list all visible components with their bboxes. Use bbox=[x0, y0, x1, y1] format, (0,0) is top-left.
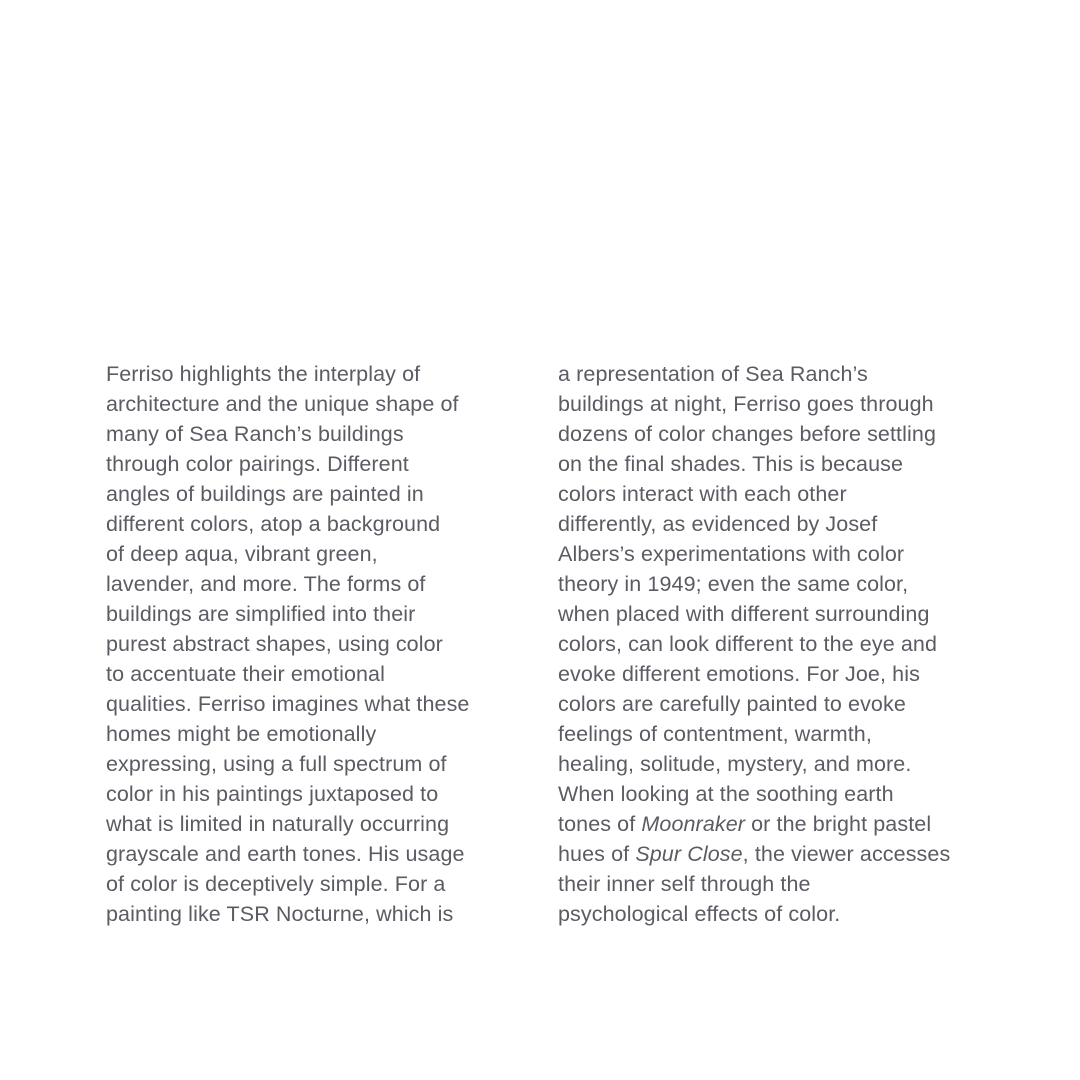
text-line: lavender, and more. The forms of bbox=[106, 572, 426, 596]
text-line-spur-close bbox=[558, 839, 998, 869]
text-fragment: hues of bbox=[558, 842, 636, 866]
text-line: different colors, atop a background bbox=[106, 512, 441, 536]
article-right-column bbox=[558, 359, 998, 929]
text-line: a representation of Sea Ranch’s bbox=[558, 362, 868, 386]
text-line: colors interact with each other bbox=[558, 482, 847, 506]
text-line: their inner self through the bbox=[558, 872, 811, 896]
text-line: colors, can look different to the eye and bbox=[558, 632, 937, 656]
text-line: Ferriso highlights the interplay of bbox=[106, 362, 421, 386]
text-line: buildings at night, Ferriso goes through bbox=[558, 392, 934, 416]
text-line: evoke different emotions. For Joe, his bbox=[558, 662, 920, 686]
text-line: on the final shades. This is because bbox=[558, 452, 904, 476]
text-line: of deep aqua, vibrant green, bbox=[106, 542, 378, 566]
text-line: expressing, using a full spectrum of bbox=[106, 752, 447, 776]
text-line: Albers’s experimentations with color bbox=[558, 542, 905, 566]
text-line: of color is deceptively simple. For a bbox=[106, 872, 446, 896]
text-line: healing, solitude, mystery, and more. bbox=[558, 752, 912, 776]
text-line: differently, as evidenced by Josef bbox=[558, 512, 878, 536]
artwork-title-moonraker: Moonraker bbox=[641, 812, 746, 836]
text-line: to accentuate their emotional bbox=[106, 662, 385, 686]
text-line: architecture and the unique shape of bbox=[106, 392, 459, 416]
text-line: when placed with different surrounding bbox=[558, 602, 930, 626]
article-left-column bbox=[106, 359, 526, 929]
text-line: When looking at the soothing earth bbox=[558, 782, 894, 806]
text-line-moonraker bbox=[558, 809, 998, 839]
text-line: qualities. Ferriso imagines what these bbox=[106, 692, 470, 716]
text-line: psychological effects of color. bbox=[558, 902, 841, 926]
text-line: purest abstract shapes, using color bbox=[106, 632, 443, 656]
text-line: painting like TSR Nocturne, which is bbox=[106, 902, 454, 926]
text-line: color in his paintings juxtaposed to bbox=[106, 782, 439, 806]
text-line: feelings of contentment, warmth, bbox=[558, 722, 872, 746]
text-fragment: or the bright pastel bbox=[745, 812, 932, 836]
text-line: theory in 1949; even the same color, bbox=[558, 572, 909, 596]
text-line: colors are carefully painted to evoke bbox=[558, 692, 906, 716]
text-line: many of Sea Ranch’s buildings bbox=[106, 422, 404, 446]
text-line: dozens of color changes before settling bbox=[558, 422, 936, 446]
text-line: what is limited in naturally occurring bbox=[106, 812, 450, 836]
text-line: through color pairings. Different bbox=[106, 452, 409, 476]
text-line: homes might be emotionally bbox=[106, 722, 377, 746]
text-line: grayscale and earth tones. His usage bbox=[106, 842, 465, 866]
text-fragment: tones of bbox=[558, 812, 642, 836]
text-line: angles of buildings are painted in bbox=[106, 482, 424, 506]
artwork-title-spur-close: Spur Close bbox=[635, 842, 743, 866]
text-fragment: , the viewer accesses bbox=[742, 842, 951, 866]
text-line: buildings are simplified into their bbox=[106, 602, 416, 626]
